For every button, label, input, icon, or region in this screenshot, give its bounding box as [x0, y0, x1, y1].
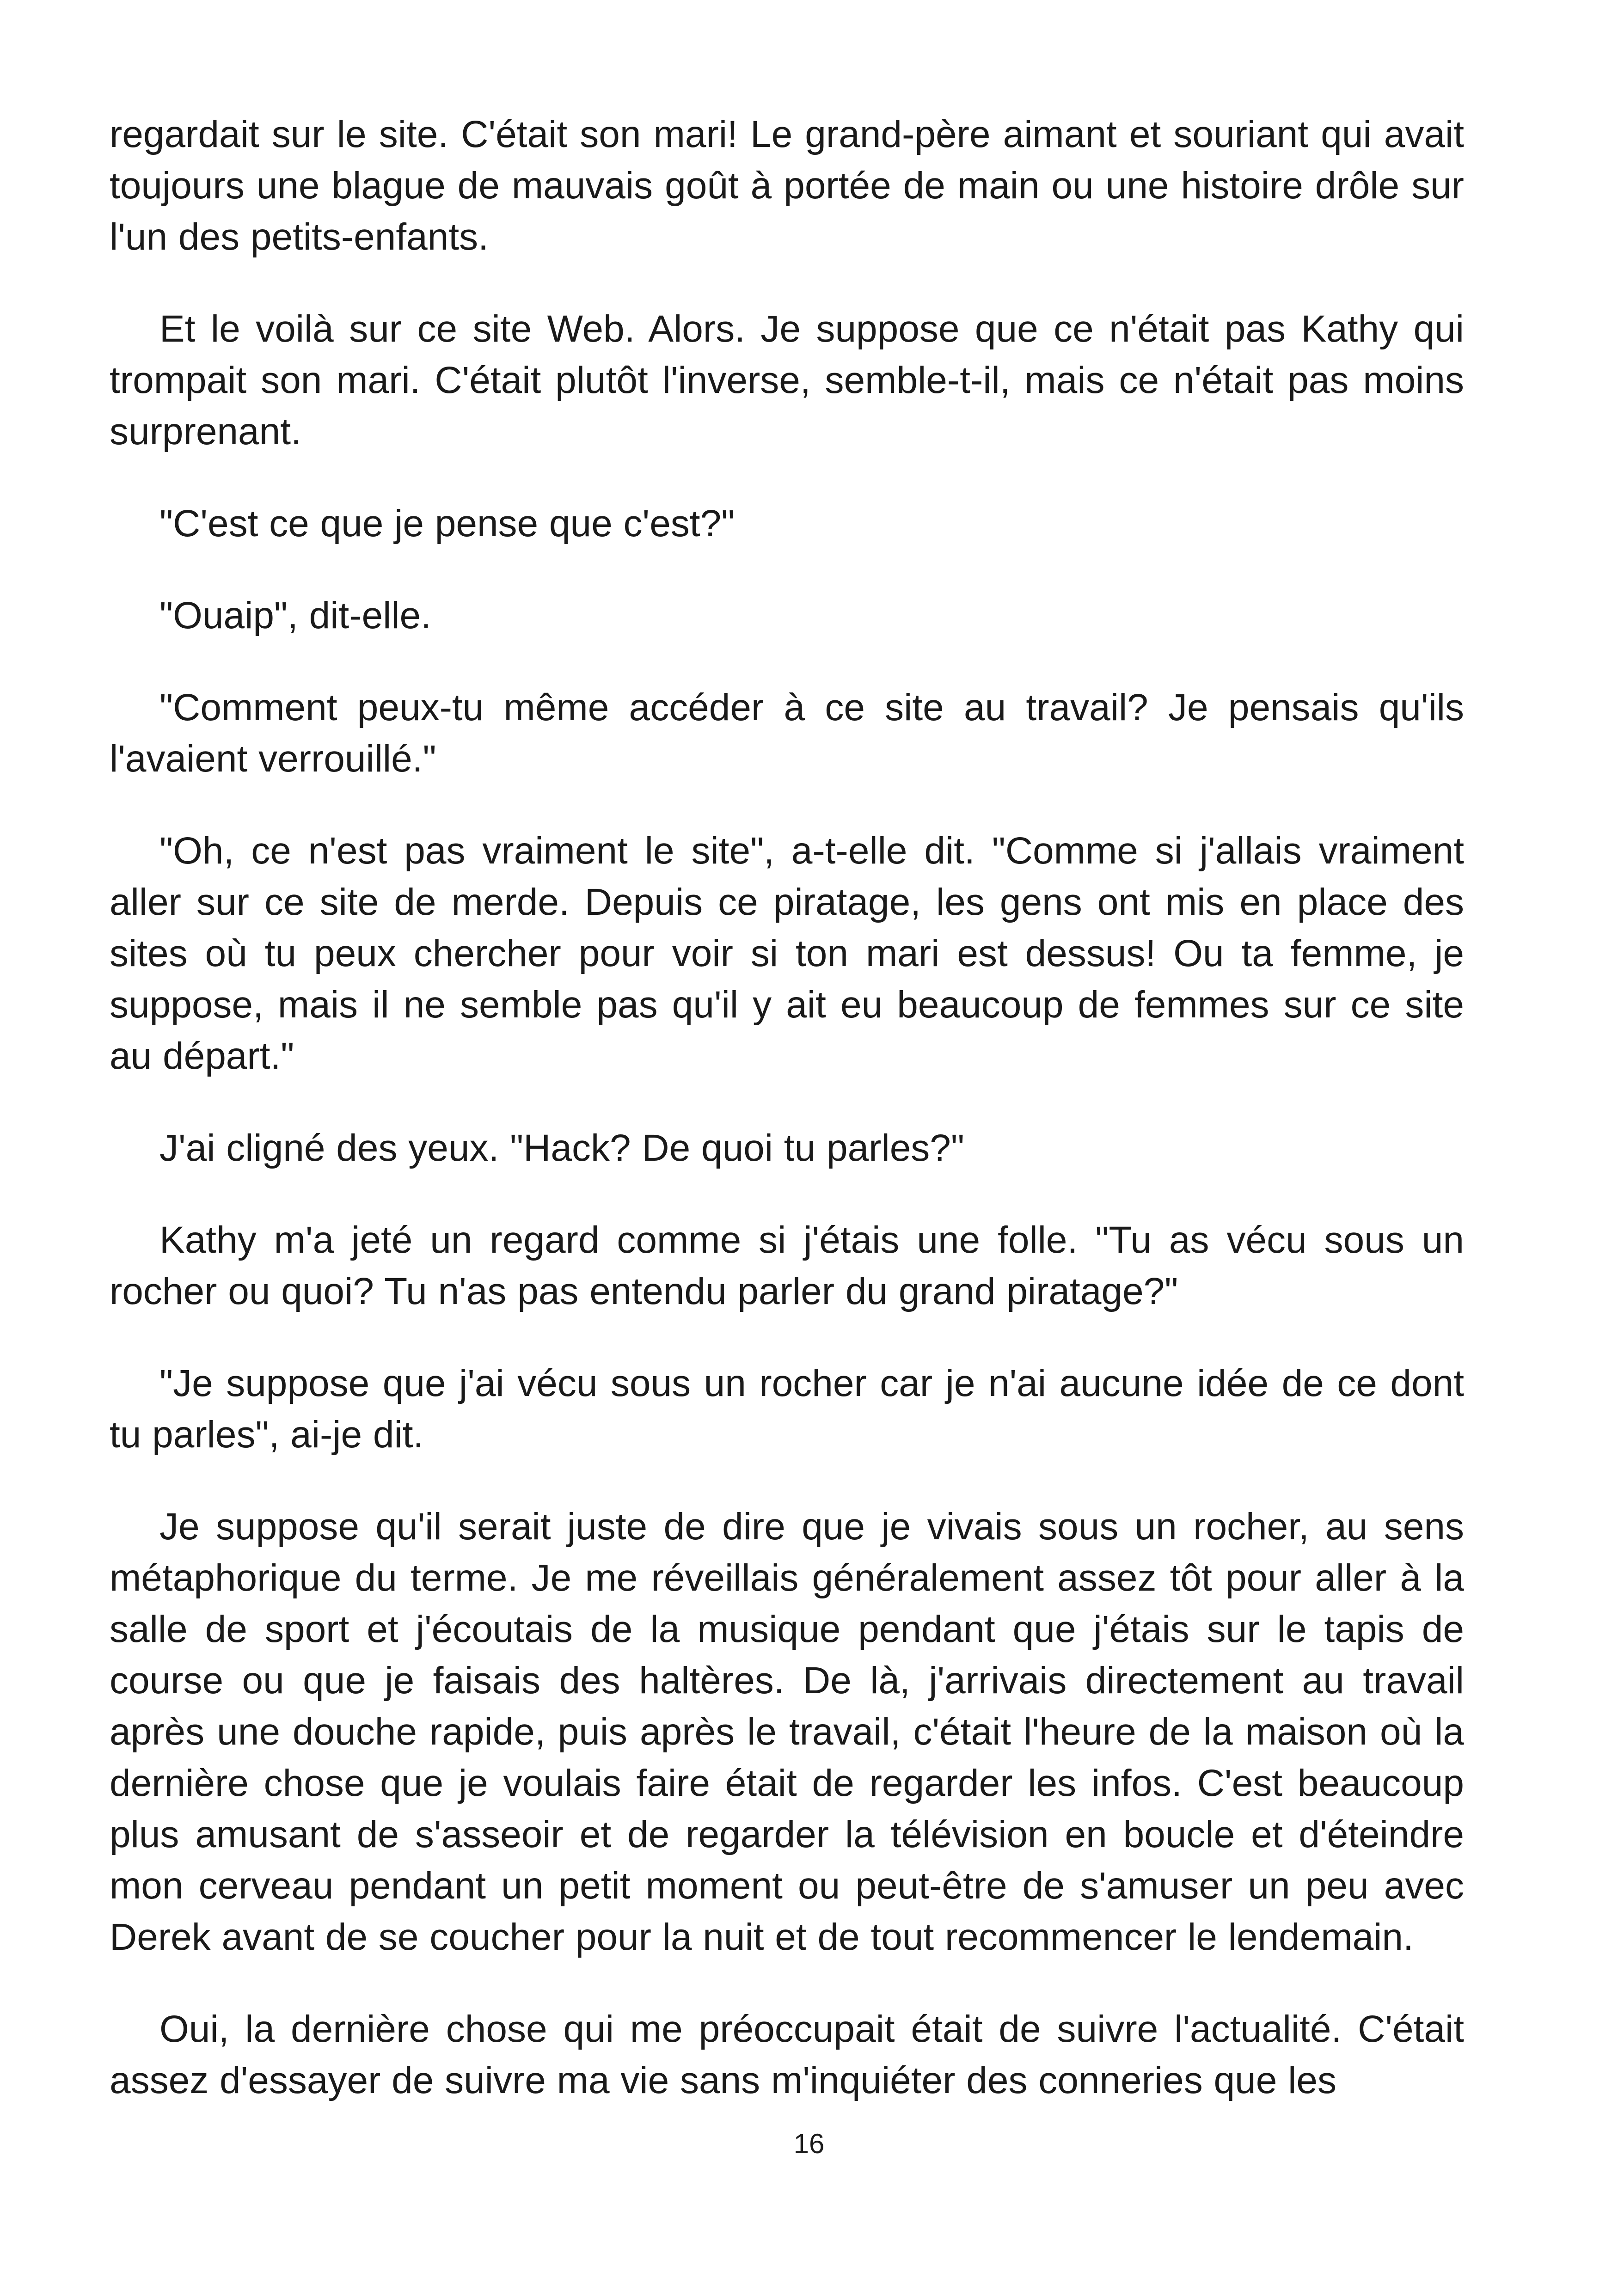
paragraph-10: Je suppose qu'il serait juste de dire que je vivais sous un rocher, au sens métaphorique du terme. Je me réveillais généralement assez tôt pour aller à la salle de sport et j'écoutais de la musique pendant que j'étais sur le tapis de course ou que je faisais des haltères. De là, j'arrivais directement au travail après une douche rapide, puis après le travail, c'était l'heure de la maison où la dernière chose que je voulais faire était de regarder les infos. C'est beaucoup plus amusant de s'asseoir et de regarder la télévision en boucle et d'éteindre mon cerveau pendant un petit moment ou peut-être de s'amuser un peu avec Derek avant de se coucher pour la nuit et de tout recommencer le lendemain.: [110, 1506, 1464, 1958]
paragraph-4: "Ouaip", dit-elle.: [159, 594, 431, 637]
paragraph-7: J'ai cligné des yeux. "Hack? De quoi tu parles?": [159, 1127, 965, 1169]
paragraph-2: Et le voilà sur ce site Web. Alors. Je suppose que ce n'était pas Kathy qui trompait son mari. C'était plutôt l'inverse, semble-t-il, mais ce n'était pas moins surprenant.: [110, 308, 1464, 453]
paragraph-11: Oui, la dernière chose qui me préoccupait était de suivre l'actualité. C'était assez d'essayer de suivre ma vie sans m'inquiéter des conneries que les: [110, 2008, 1464, 2101]
paragraph-3: "C'est ce que je pense que c'est?": [159, 502, 735, 545]
paragraph-8: Kathy m'a jeté un regard comme si j'étais une folle. "Tu as vécu sous un rocher ou quoi? Tu n'as pas entendu parler du grand piratage?": [110, 1219, 1464, 1312]
page-body: [110, 109, 1464, 2156]
paragraph-6: "Oh, ce n'est pas vraiment le site", a-t-elle dit. "Comme si j'allais vraiment aller sur ce site de merde. Depuis ce piratage, les gens ont mis en place des sites où tu peux chercher pour voir si ton mari est dessus! Ou ta femme, je suppose, mais il ne semble pas qu'il y ait eu beaucoup de femmes sur ce site au départ.": [110, 830, 1464, 1077]
page-number: 16: [793, 2128, 825, 2159]
paragraph-9: "Je suppose que j'ai vécu sous un rocher car je n'ai aucune idée de ce dont tu parles", ai-je dit.: [110, 1362, 1464, 1456]
paragraph-5: "Comment peux-tu même accéder à ce site au travail? Je pensais qu'ils l'avaient verrouillé.": [110, 686, 1464, 780]
paragraph-1: regardait sur le site. C'était son mari! Le grand-père aimant et souriant qui avait toujours une blague de mauvais goût à portée de main ou une histoire drôle sur l'un des petits-enfants.: [110, 113, 1464, 258]
